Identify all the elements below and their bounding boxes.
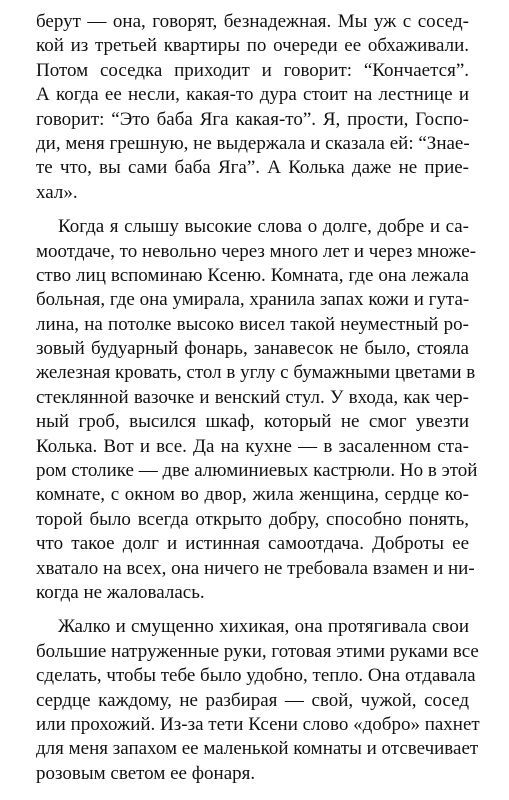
book-page-text: [36, 10, 480, 796]
text-line: железная кровать, стол в углу с бумажными цветами в: [36, 362, 476, 384]
text-line: большие натруженные руки, готовая этими руками все: [36, 640, 479, 662]
text-line: ство лиц вспоминаю Ксеню. Комната, где она лежала: [36, 264, 469, 286]
text-line: говорит: “Это баба Яга какая-то”. Я, прости, Госпо-: [36, 108, 469, 130]
text-line: сделать, чтобы тебе было удобно, тепло. Она отдавала: [36, 665, 476, 687]
text-line: ди, меня грешную, не выдержала и сказала ей: “Знае-: [36, 132, 470, 154]
paragraph-3: [36, 615, 480, 786]
paragraph-1: [36, 10, 469, 205]
text-line: торой было всегда открыто добру, способно понять,: [36, 508, 469, 530]
text-line: когда не жаловалась.: [36, 581, 205, 603]
text-line: Жалко и смущенно хихикая, она протягивала свои: [58, 616, 469, 638]
text-line: ром столике — две алюминиевых кастрюли. Но в этой: [36, 460, 478, 482]
text-line: зовый будуарный фонарь, занавесок не было, стояла: [36, 338, 469, 360]
text-line: ный гроб, высился шкаф, который не смог увезти: [36, 411, 469, 433]
text-line: что такое долг и истинная самоотдача. Доброты ее: [36, 533, 469, 555]
text-line: кой из третьей квартиры по очереди ее обхаживали.: [36, 35, 469, 57]
text-line: стеклянной вазочке и венский стул. У входа, как чер-: [36, 386, 469, 408]
paragraph-2: [36, 215, 478, 605]
text-line: для меня запахом ее маленькой комнаты и отсвечивает: [36, 738, 479, 760]
text-line: розовым светом ее фонаря.: [36, 762, 256, 784]
text-line: комнате, с окном во двор, жила женщина, сердце ко-: [36, 484, 469, 506]
text-line: те что, вы сами баба Яга”. А Колька даже не прие-: [36, 157, 469, 179]
text-line: Колька. Вот и все. Да на кухне — в засаленном ста-: [36, 435, 469, 457]
text-line: Когда я слышу высокие слова о долге, добре и са-: [58, 216, 469, 238]
text-line: Потом соседка приходит и говорит: “Кончается”.: [36, 59, 469, 81]
text-line: А когда ее несли, какая-то дура стоит на лестнице и: [36, 84, 469, 106]
text-line: больная, где она умирала, хранила запах кожи и гута-: [36, 289, 470, 311]
text-line: лина, на потолке высоко висел такой неуместный ро-: [36, 313, 469, 335]
text-line: сердце каждому, не разбирая — свой, чужой, сосед: [36, 689, 469, 711]
text-line: моотдаче, то невольно через много лет и через множе-: [36, 240, 477, 262]
text-line: хватало на всех, она ничего не требовала взамен и ни-: [36, 557, 475, 579]
text-line: хал».: [36, 181, 78, 203]
text-line: или прохожий. Из-за тети Ксени слово «добро» пахнет: [36, 713, 480, 735]
text-line: берут — она, говорят, безнадежная. Мы уж с сосед-: [36, 11, 469, 32]
